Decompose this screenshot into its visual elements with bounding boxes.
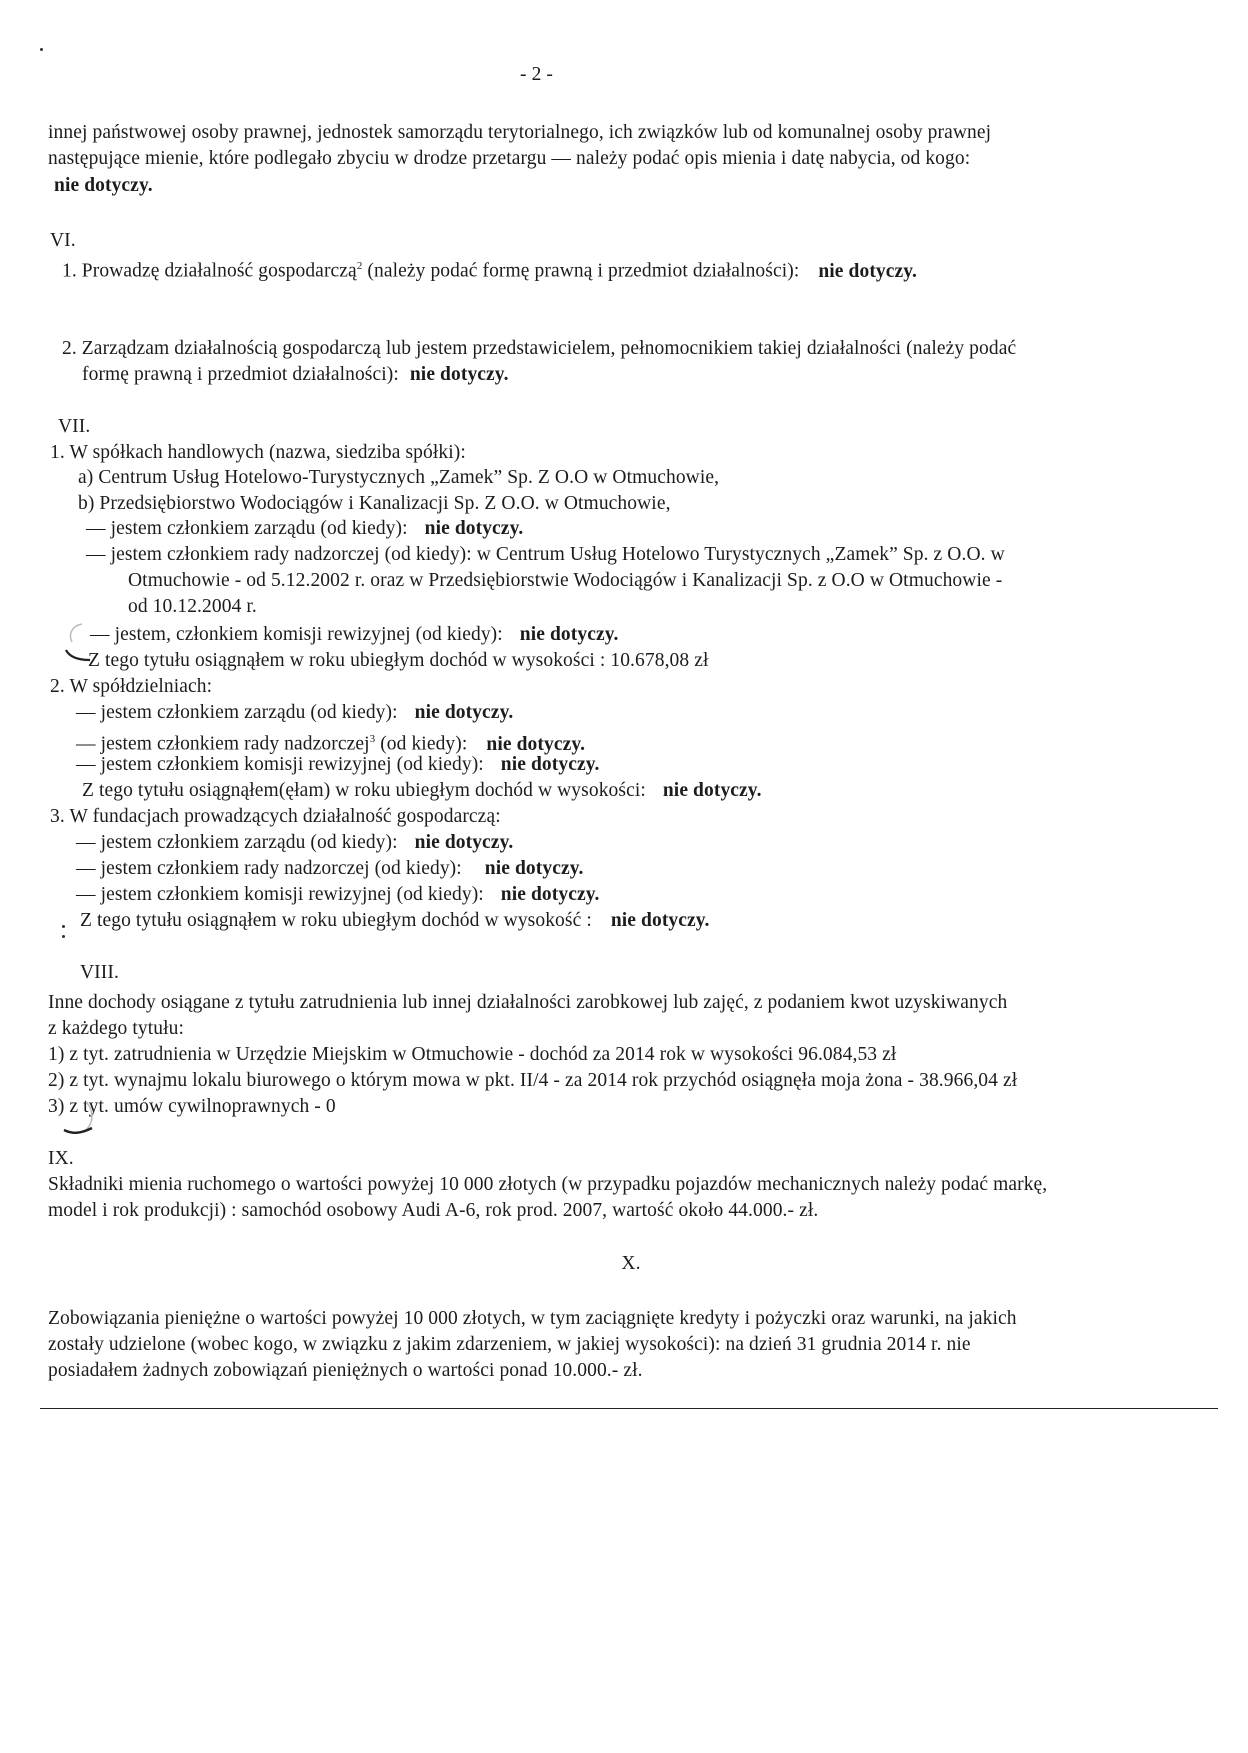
coop-board-text: — jestem członkiem zarządu (od kiedy):: [76, 702, 398, 723]
page-number: - 2 -: [520, 64, 553, 85]
foundation-supervisory-text: — jestem członkiem rady nadzorczej (od kiedy):: [76, 858, 462, 879]
section-vi-item-1-rest: (należy podać formę prawną i przedmiot działalności):: [362, 260, 800, 282]
scan-speck: [40, 48, 43, 51]
section-vii-item-2: 2. W spółdzielniach:: [50, 676, 213, 697]
coop-audit-text: — jestem członkiem komisji rewizyjnej (od kiedy):: [76, 754, 484, 775]
foundation-board-answer: nie dotyczy.: [414, 832, 514, 853]
section-viii-line-2: z każdego tytułu:: [48, 1018, 184, 1039]
section-vi-item-2-text: formę prawną i przedmiot działalności):: [82, 364, 399, 385]
supervisory-board-line-1: — jestem członkiem rady nadzorczej (od kiedy): w Centrum Usług Hotelowo Turystycznych „Zamek” Sp. z O.O. w: [86, 544, 1005, 565]
section-vi-item-2-line-2: [82, 362, 509, 388]
intro-line-2: następujące mienie, które podlegało zbyciu w drodze przetargu — należy podać opis mienia i datę nabycia, od kogo:: [48, 148, 971, 169]
audit-committee-text: — jestem, członkiem komisji rewizyjnej (od kiedy):: [90, 624, 503, 645]
coop-board-line: [76, 700, 513, 726]
audit-committee-answer: nie dotyczy.: [519, 624, 619, 645]
section-x-heading: X.: [621, 1253, 641, 1274]
foundation-supervisory-line: [76, 856, 583, 882]
section-viii-heading: VIII.: [80, 962, 119, 983]
intro-line-1: innej państwowej osoby prawnej, jednostek samorządu terytorialnego, ich związków lub od komunalnej osoby prawnej: [48, 122, 992, 143]
coop-supervisory-rest: (od kiedy):: [375, 733, 468, 755]
section-vii-heading: VII.: [58, 416, 91, 437]
section-divider: [40, 1408, 1218, 1409]
scan-speck: [62, 925, 65, 928]
coop-income-answer: nie dotyczy.: [662, 780, 762, 801]
section-x-line-3: posiadałem żadnych zobowiązań pieniężnych o wartości ponad 10.000.- zł.: [48, 1360, 643, 1381]
section-x-line-2: zostały udzielone (wobec kogo, w związku z jakim zdarzeniem, w jakiej wysokości): na dzień 31 grudnia 2014 r. nie: [48, 1334, 971, 1355]
supervisory-board-line-2: Otmuchowie - od 5.12.2002 r. oraz w Przedsiębiorstwie Wodociągów i Kanalizacji Sp. z O.O w Otmuchowie -: [128, 570, 1003, 591]
income-item-1: 1) z tyt. zatrudnienia w Urzędzie Miejskim w Otmuchowie - dochód za 2014 rok w wysokości 96.084,53 zł: [48, 1044, 897, 1065]
section-x-line-1: Zobowiązania pieniężne o wartości powyżej 10 000 złotych, w tym zaciągnięte kredyty i pożyczki oraz warunki, na jakich: [48, 1308, 1017, 1329]
foundation-board-text: — jestem członkiem zarządu (od kiedy):: [76, 832, 398, 853]
foundation-audit-answer: nie dotyczy.: [500, 884, 600, 905]
board-member-text: — jestem członkiem zarządu (od kiedy):: [86, 518, 408, 539]
income-item-3: 3) z tyt. umów cywilnoprawnych - 0: [48, 1096, 336, 1117]
board-member-answer: nie dotyczy.: [424, 518, 524, 539]
foundation-income-text: Z tego tytułu osiągnąłem w roku ubiegłym dochód w wysokość :: [80, 910, 592, 931]
foundation-audit-text: — jestem członkiem komisji rewizyjnej (od kiedy):: [76, 884, 484, 905]
intro-answer: nie dotyczy.: [54, 175, 153, 196]
coop-supervisory-answer: nie dotyczy.: [486, 733, 586, 755]
section-vi-item-2-answer: nie dotyczy.: [409, 364, 509, 385]
foundation-board-line: [76, 830, 513, 856]
section-vii-item-3: 3. W fundacjach prowadzących działalność gospodarczą:: [50, 806, 501, 827]
company-b: b) Przedsiębiorstwo Wodociągów i Kanalizacji Sp. Z O.O. w Otmuchowie,: [78, 493, 671, 514]
section-ix-heading: IX.: [48, 1148, 74, 1169]
company-a: a) Centrum Usług Hotelowo-Turystycznych „Zamek” Sp. Z O.O w Otmuchowie,: [78, 467, 720, 488]
supervisory-board-line-3: od 10.12.2004 r.: [128, 596, 257, 617]
punch-hole-mark: [58, 1098, 100, 1138]
foundation-income-line: [80, 908, 710, 934]
section-vi-heading: VI.: [50, 230, 76, 251]
footnote-mark: 3: [369, 733, 376, 745]
coop-audit-answer: nie dotyczy.: [500, 754, 600, 775]
coop-income-line: [82, 778, 762, 804]
footnote-mark: 2: [356, 260, 363, 272]
section-viii-line-1: Inne dochody osiągane z tytułu zatrudnienia lub innej działalności zarobkowej lub zajęć, z podaniem kwot uzyskiwanych: [48, 992, 1008, 1013]
section-vi-item-1-answer: nie dotyczy.: [818, 260, 918, 282]
section-vi-item-1-text: 1. Prowadzę działalność gospodarczą: [62, 260, 357, 282]
foundation-supervisory-answer: nie dotyczy.: [484, 858, 584, 879]
section-vi-item-1: [62, 253, 917, 285]
foundation-audit-line: [76, 882, 600, 908]
scan-speck: [62, 935, 65, 938]
coop-income-text: Z tego tytułu osiągnąłem(ęłam) w roku ubiegłym dochód w wysokości:: [82, 780, 646, 801]
section-vii-item-1: 1. W spółkach handlowych (nazwa, siedziba spółki):: [50, 442, 466, 463]
foundation-income-answer: nie dotyczy.: [610, 910, 710, 931]
coop-board-answer: nie dotyczy.: [414, 702, 514, 723]
board-member-line: [86, 516, 523, 542]
section-vi-item-2-line-1: 2. Zarządzam działalnością gospodarczą lub jestem przedstawicielem, pełnomocnikiem takiej działalności (należy podać: [62, 338, 1017, 359]
income-item-2: 2) z tyt. wynajmu lokalu biurowego o którym mowa w pkt. II/4 - za 2014 rok przychód osiągnęła moja żona - 38.966,04 zł: [48, 1070, 1018, 1091]
section-ix-line-1: Składniki mienia ruchomego o wartości powyżej 10 000 złotych (w przypadku pojazdów mechanicznych należy podać markę,: [48, 1174, 1048, 1195]
section-vii-income: Z tego tytułu osiągnąłem w roku ubiegłym dochód w wysokości : 10.678,08 zł: [88, 650, 709, 671]
coop-supervisory-text: — jestem członkiem rady nadzorczej: [76, 733, 370, 755]
coop-audit-line: [76, 752, 600, 778]
section-ix-line-2: model i rok produkcji) : samochód osobowy Audi A-6, rok prod. 2007, wartość około 44.000.- zł.: [48, 1200, 819, 1221]
audit-committee-line: [90, 622, 618, 648]
